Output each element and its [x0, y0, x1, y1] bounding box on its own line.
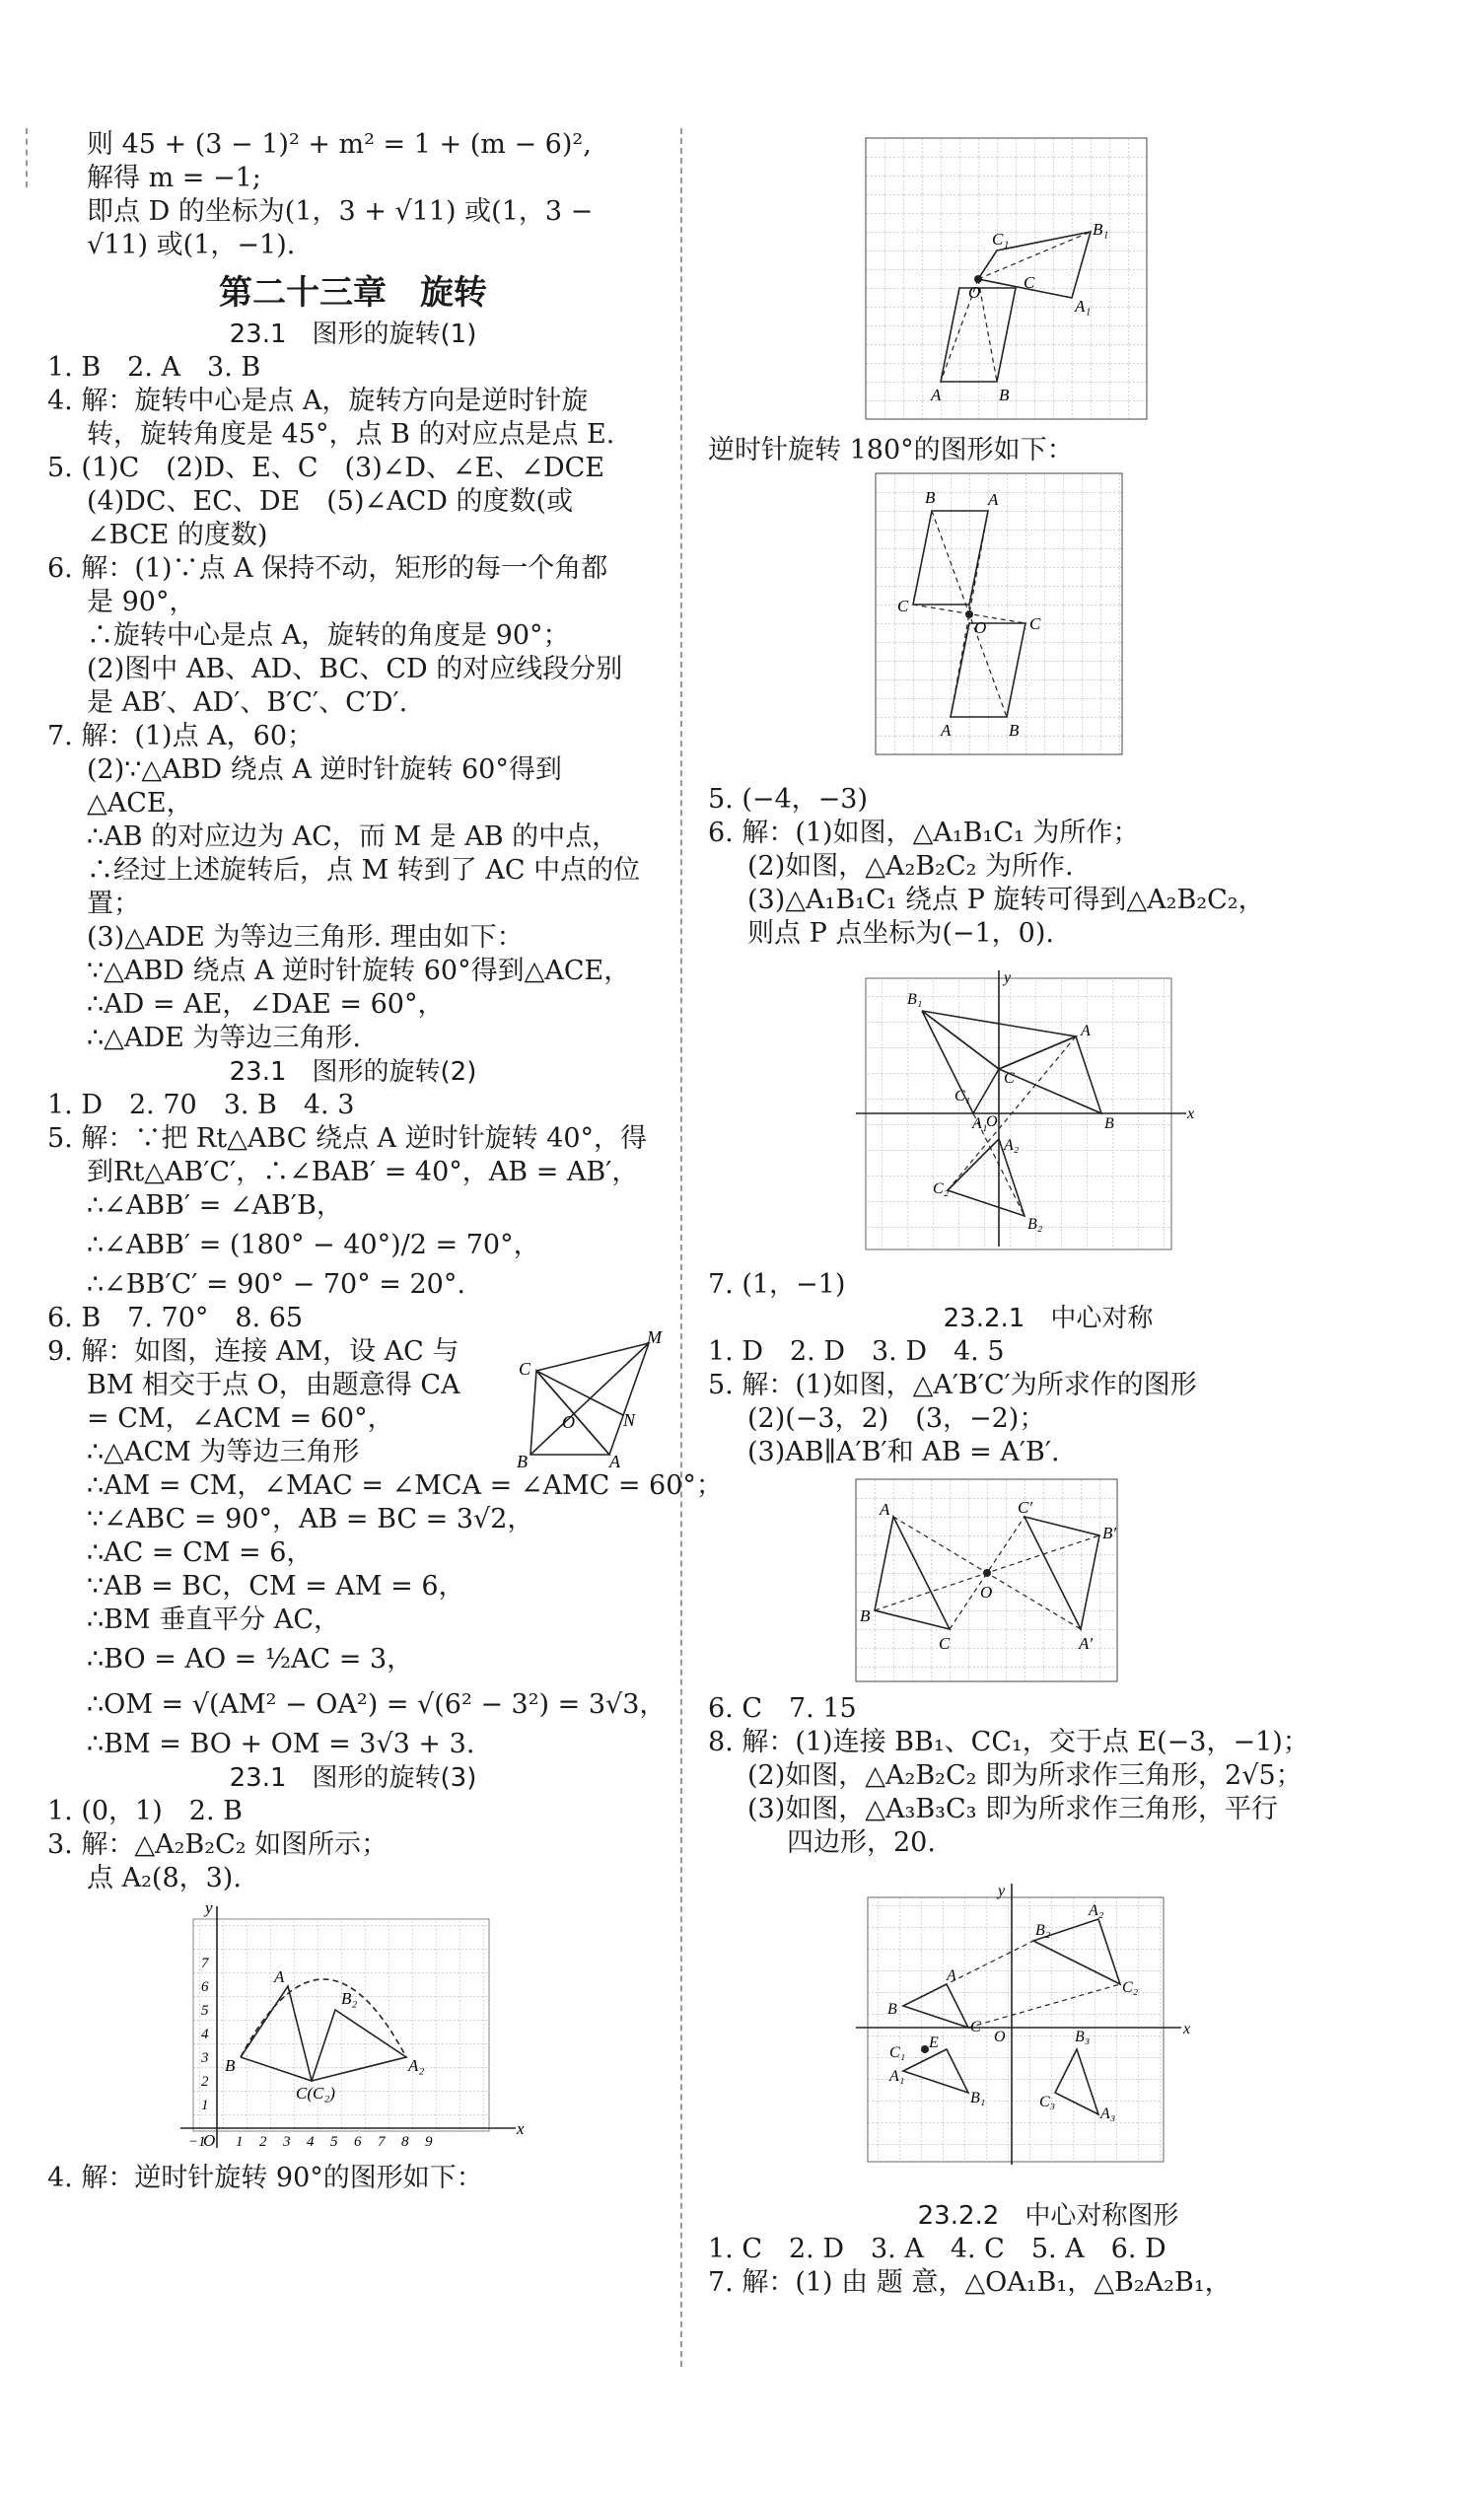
text-line: √11) 或(1，−1). — [87, 230, 296, 260]
grid-area — [866, 138, 1147, 419]
text-line: 则 45 + (3 − 1)² + m² = 1 + (m − 6)², — [87, 129, 592, 160]
label-n: N — [623, 1410, 636, 1430]
label-y-axis: y — [998, 1883, 1006, 1899]
figure-q9 — [511, 1327, 662, 1471]
answer-line: ∴BM = BO + OM = 3√3 + 3. — [87, 1729, 475, 1759]
answer-line: ∴BM 垂直平分 AC， — [87, 1605, 340, 1635]
answer-line: 5. 解：(1)如图，△A′B′C′为所求作的图形 — [708, 1370, 1197, 1400]
label-a: A — [609, 1452, 620, 1471]
label-o: O — [562, 1412, 575, 1432]
text-line: 解得 m = −1; — [87, 163, 261, 193]
answer-line: 6. 解：(1)如图，△A₁B₁C₁ 为所作； — [708, 818, 1140, 848]
right-column — [708, 128, 1388, 2300]
label-a: A — [1081, 1023, 1091, 1039]
label-c1: C₁ — [954, 1088, 971, 1105]
answer-line: △ACE， — [87, 788, 193, 819]
label-b1: B₁ — [907, 991, 923, 1008]
label-origin: O — [986, 1113, 998, 1130]
label-a2: A₂ — [1089, 1902, 1104, 1919]
label-a1: A₁ — [972, 1115, 988, 1132]
rotation-center — [965, 610, 973, 618]
label-o: O — [980, 1583, 993, 1602]
answer-line: 6. 解：(1)∵点 A 保持不动，矩形的每一个角都 — [47, 553, 608, 584]
label-y-axis: y — [205, 1898, 213, 1917]
label-b2: B₂ — [1027, 1216, 1043, 1233]
label-b: B — [1104, 1115, 1114, 1132]
label-e: E — [929, 2034, 939, 2051]
x-tick-label: 5 — [330, 2134, 338, 2150]
label-a1: A₁ — [1075, 297, 1092, 316]
label-a: A — [274, 1967, 285, 1986]
label-m: M — [647, 1327, 662, 1347]
label-c: C — [519, 1359, 531, 1379]
label-a: A — [988, 490, 999, 509]
label-c: C — [1004, 1070, 1015, 1087]
label-a: A — [880, 1500, 890, 1519]
answer-line: 9. 解：如图，连接 AM，设 AC 与 — [47, 1336, 459, 1367]
label-a-lower: A — [941, 721, 952, 740]
label-o: O — [974, 618, 987, 637]
x-tick-label: 9 — [425, 2134, 433, 2150]
answer-line: ∴AM = CM，∠MAC = ∠MCA = ∠AMC = 60°； — [87, 1470, 723, 1501]
answer-line: 4. 解：旋转中心是点 A，旋转方向是逆时针旋 — [47, 386, 589, 416]
x-tick-label: 3 — [283, 2134, 291, 2150]
label-b2: B₂ — [1035, 1922, 1051, 1939]
answer-line: (4)DC、EC、DE (5)∠ACD 的度数(或 — [87, 486, 574, 517]
label-o: O — [968, 283, 981, 302]
label-a1: A₁ — [889, 2068, 905, 2085]
y-tick-label: 1 — [201, 2098, 209, 2113]
figure-rot180 — [876, 473, 1171, 759]
label-b3: B₃ — [1075, 2029, 1091, 2045]
answer-line: ∴经过上述旋转后，点 M 转到了 AC 中点的位 — [87, 855, 641, 886]
answer-line: 6. B 7. 70° 8. 65 — [47, 1303, 304, 1333]
answer-line: 逆时针旋转 180°的图形如下： — [708, 435, 1074, 465]
x-tick-label: 2 — [259, 2134, 267, 2150]
label-c-prime: C′ — [1018, 1498, 1033, 1517]
label-x-axis: x — [1187, 1106, 1195, 1122]
y-tick-label: 2 — [201, 2074, 209, 2090]
label-c-lower: C — [1029, 614, 1041, 633]
label-c1: C₁ — [992, 230, 1010, 249]
answer-line: BM 相交于点 O，由题意得 CA — [87, 1370, 460, 1400]
label-b: B — [925, 488, 936, 507]
y-tick-label: 5 — [201, 2003, 209, 2019]
x-tick-label: 4 — [307, 2134, 315, 2150]
label-x-axis: x — [517, 2119, 525, 2138]
label-origin: O — [994, 2029, 1006, 2045]
answer-line: ∴OM = √(AM² − OA²) = √(6² − 3²) = 3√3， — [87, 1689, 667, 1720]
answer-line: (3)△A₁B₁C₁ 绕点 P 旋转可得到△A₂B₂C₂， — [747, 885, 1265, 915]
label-b2: B₂ — [341, 1989, 358, 2008]
y-tick-label: 4 — [201, 2027, 209, 2042]
label-a: A — [947, 1967, 956, 1984]
label-b-prime: B′ — [1102, 1524, 1117, 1542]
y-tick-label: 6 — [201, 1979, 209, 1995]
x-tick-label: 7 — [378, 2134, 386, 2150]
answer-line: ∵AB = BC，CM = AM = 6， — [87, 1571, 465, 1602]
segment-ma — [609, 1343, 649, 1455]
answer-line: 7. 解：(1) 由 题 意，△OA₁B₁，△B₂A₂B₁， — [708, 2267, 1232, 2298]
answer-line: ∴BO = AO = ½AC = 3， — [87, 1644, 414, 1675]
answer-line: ∴AD = AE，∠DAE = 60°， — [87, 989, 445, 1020]
x-tick-label: 6 — [354, 2134, 362, 2150]
text-line: 即点 D 的坐标为(1，3 + √11) 或(1，3 − — [87, 196, 594, 227]
answer-line: 置； — [87, 889, 140, 919]
figure-q3-grid — [176, 1898, 590, 2158]
answer-line: 四边形，20. — [787, 1827, 936, 1858]
label-b: B — [517, 1452, 528, 1471]
answer-line: 7. (1，−1) — [708, 1269, 846, 1300]
answer-line: ∴△ACM 为等边三角形 — [87, 1437, 360, 1467]
section-title: 23.2.1 中心对称 — [943, 1304, 1154, 1333]
section-title: 23.1 图形的旋转(1) — [229, 320, 477, 349]
answer-line: 5. (−4，−3) — [708, 784, 869, 815]
answer-line: ∴△ADE 为等边三角形. — [87, 1023, 361, 1053]
answer-line: 6. C 7. 15 — [708, 1693, 857, 1724]
label-b-lower: B — [1009, 721, 1020, 740]
answer-line: 到Rt△AB′C′，∴∠BAB′ = 40°，AB = AB′， — [87, 1157, 639, 1187]
answer-line: (2)∵△ABD 绕点 A 逆时针旋转 60°得到 — [87, 754, 562, 785]
left-column — [47, 128, 723, 2195]
section-title: 23.2.2 中心对称图形 — [917, 2201, 1179, 2231]
answer-line: 是 90°， — [87, 587, 196, 617]
point-e — [921, 2045, 929, 2053]
grid-area — [193, 1919, 489, 2131]
label-c: C — [897, 597, 909, 615]
label-b: B — [225, 2056, 236, 2075]
section-title: 23.1 图形的旋转(2) — [229, 1057, 477, 1087]
answer-line: 8. 解：(1)连接 BB₁、CC₁，交于点 E(−3，−1)； — [708, 1727, 1309, 1757]
answer-line: 转，旋转角度是 45°，点 B 的对应点是点 E. — [87, 419, 615, 450]
label-c: C — [939, 1634, 951, 1653]
answer-line: 7. 解：(1)点 A，60； — [47, 721, 315, 751]
grid-area — [876, 473, 1122, 754]
label-b: B — [999, 386, 1010, 404]
label-c3: C₃ — [1039, 2094, 1056, 2110]
answer-line: = CM，∠ACM = 60°， — [87, 1403, 394, 1434]
answer-line: 1. B 2. A 3. B — [47, 352, 261, 383]
label-a-prime: A′ — [1079, 1634, 1094, 1653]
answer-line: ∴∠ABB′ = (180° − 40°)/2 = 70°， — [87, 1230, 540, 1260]
answer-line: (3)AB∥A′B′和 AB = A′B′. — [747, 1437, 1060, 1467]
label-c2: C₂ — [933, 1180, 950, 1197]
label-x-axis: x — [1183, 2021, 1191, 2037]
label-b1: B₁ — [970, 2090, 986, 2106]
answer-line: (3)如图，△A₃B₃C₃ 即为所求作三角形，平行 — [747, 1794, 1279, 1824]
answer-line: (2)图中 AB、AD、BC、CD 的对应线段分别 — [87, 654, 623, 684]
x-tick-label: 1 — [236, 2134, 244, 2150]
figure-rot90 — [866, 138, 1162, 424]
segment-cm — [536, 1343, 649, 1371]
label-c: C — [1024, 273, 1035, 292]
q9-block — [47, 1327, 662, 1471]
answer-line: 是 AB′、AD′、B′C′、C′D′. — [87, 687, 408, 718]
answer-line: 3. 解：△A₂B₂C₂ 如图所示； — [47, 1829, 389, 1860]
answer-line: 5. (1)C (2)D、E、C (3)∠D、∠E、∠DCE — [47, 453, 604, 483]
figure-q8-coordinate — [856, 1884, 1211, 2170]
answer-line: 4. 解：逆时针旋转 90°的图形如下： — [47, 2163, 483, 2193]
figure-central-symmetry — [856, 1479, 1171, 1686]
label-a3: A₃ — [1100, 2105, 1116, 2122]
label-a2: A₂ — [408, 2056, 425, 2075]
column-divider — [680, 128, 682, 2367]
answer-line: ∴AB 的对应边为 AC，而 M 是 AB 的中点， — [87, 821, 619, 852]
section-title: 23.1 图形的旋转(3) — [229, 1763, 477, 1793]
answer-line: 则点 P 点坐标为(−1，0). — [747, 918, 1054, 949]
answer-line: ∴旋转中心是点 A，旋转的角度是 90°； — [87, 620, 570, 651]
label-y-axis: y — [1004, 969, 1012, 986]
answer-line: 1. (0，1) 2. B — [47, 1796, 243, 1826]
label-c2: C₂ — [1122, 1979, 1139, 1996]
answer-line: ∴AC = CM = 6， — [87, 1537, 314, 1568]
label-c: C — [970, 2019, 981, 2035]
answer-line: (2)如图，△A₂B₂C₂ 即为所求作三角形，2√5； — [747, 1760, 1303, 1791]
symmetry-center — [983, 1569, 991, 1577]
y-tick-label: 3 — [201, 2050, 209, 2066]
x-tick-label: 8 — [401, 2134, 409, 2150]
answer-line: ∴∠BB′C′ = 90° − 70° = 20°. — [87, 1269, 465, 1300]
answer-line: (2)如图，△A₂B₂C₂ 为所作. — [747, 851, 1074, 882]
answer-line: 1. D 2. 70 3. B 4. 3 — [47, 1090, 355, 1120]
cont-lines — [47, 128, 659, 262]
label-a2: A₂ — [1004, 1137, 1020, 1154]
chapter-title: 第二十三章 旋转 — [219, 273, 487, 313]
answer-line: (2)(−3，2) (3，−2)； — [747, 1403, 1046, 1434]
answer-line: 1. D 2. D 3. D 4. 5 — [708, 1336, 1005, 1367]
left-margin-mark — [26, 128, 28, 187]
answer-line: ∠BCE 的度数) — [87, 520, 268, 550]
label-c: C(C₂) — [296, 2084, 335, 2103]
answer-line: ∴∠ABB′ = ∠AB′B， — [87, 1190, 343, 1221]
label-origin: O — [203, 2131, 216, 2150]
label-b: B — [887, 2001, 897, 2018]
grid-area — [868, 1897, 1164, 2162]
x-tick-label: −1 — [188, 2134, 206, 2150]
figure-q6-coordinate — [856, 970, 1231, 1256]
label-b1: B₁ — [1093, 220, 1109, 239]
label-c1: C₁ — [889, 2044, 906, 2061]
answer-line: 5. 解：∵把 Rt△ABC 绕点 A 逆时针旋转 40°，得 — [47, 1123, 648, 1154]
answer-line: (3)△ADE 为等边三角形. 理由如下： — [87, 922, 524, 953]
label-a: A — [931, 386, 942, 404]
label-b: B — [860, 1606, 871, 1625]
answer-line: 点 A₂(8，3). — [87, 1863, 242, 1893]
answer-line: ∵∠ABC = 90°，AB = BC = 3√2， — [87, 1504, 534, 1534]
rotation-center — [974, 275, 982, 283]
y-tick-label: 7 — [201, 1956, 209, 1971]
answer-line: ∵△ABD 绕点 A 逆时针旋转 60°得到△ACE， — [87, 956, 631, 986]
answer-line: 1. C 2. D 3. A 4. C 5. A 6. D — [708, 2234, 1166, 2264]
